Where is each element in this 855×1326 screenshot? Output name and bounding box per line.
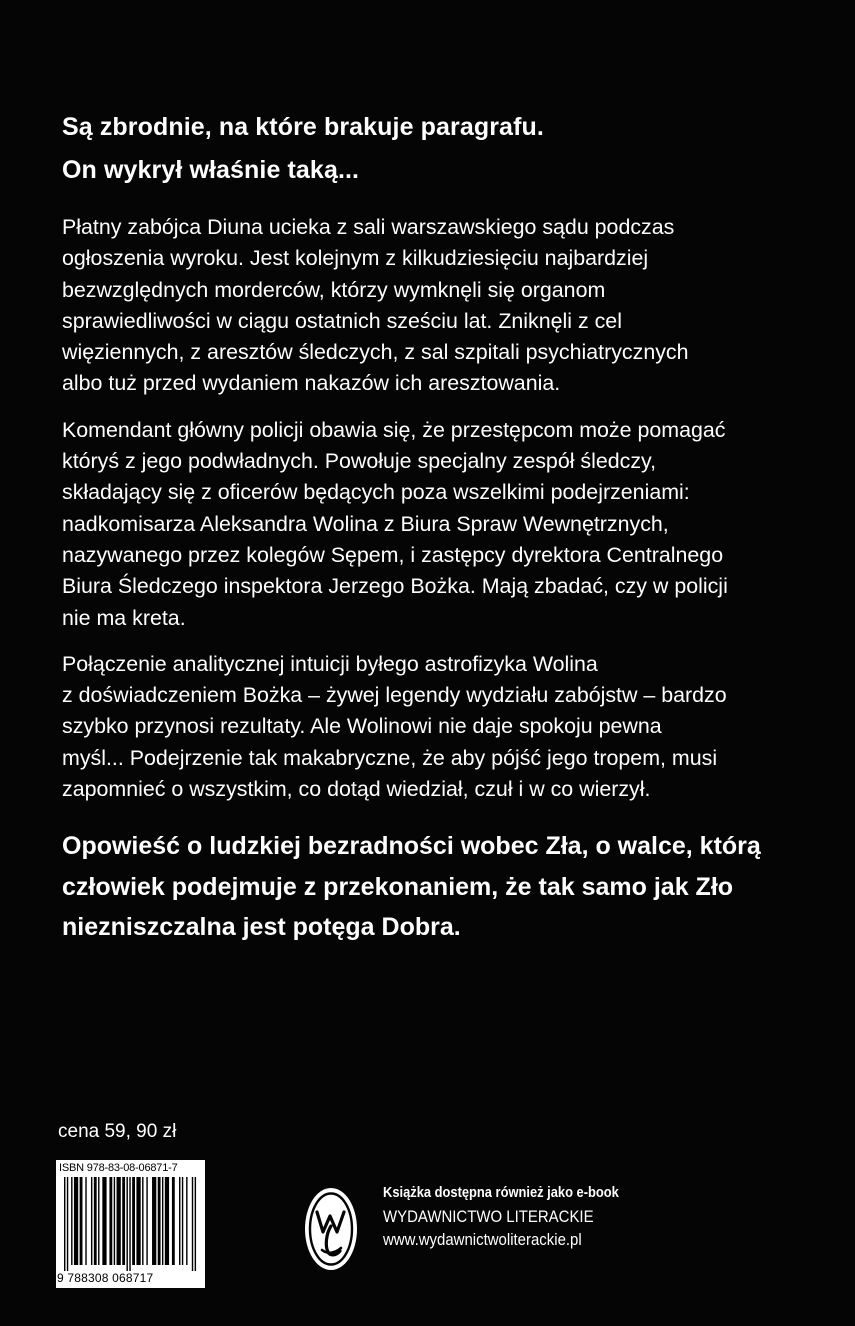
- headline-line-1: Są zbrodnie, na które brakuje paragrafu.: [62, 113, 544, 141]
- blurb-line: myśl... Podejrzenie tak makabryczne, że aby pójść jego tropem, musi: [62, 745, 718, 770]
- blurb-line: bezwzględnych morderców, którzy wymknęli się organom: [62, 277, 606, 302]
- blurb-line: Biura Śledczego inspektora Jerzego Bożka. Mają zbadać, czy w policji: [62, 574, 728, 599]
- headline-line-2: On wykrył właśnie taką...: [62, 156, 360, 184]
- blurb-paragraph-2: [62, 415, 842, 634]
- blurb-paragraph-1: [62, 212, 842, 400]
- blurb-line: nazywanego przez kolegów Sępem, i zastępcy dyrektora Centralnego: [62, 542, 724, 567]
- price-label: cena 59, 90 zł: [58, 1121, 177, 1142]
- closing-line: człowiek podejmuje z przekonaniem, że tak samo jak Zło: [62, 872, 734, 901]
- barcode-bars-icon: [64, 1177, 198, 1271]
- blurb-line: z doświadczeniem Bożka – żywej legendy wydziału zabójstw – bardzo: [62, 683, 727, 708]
- closing-statement: [62, 826, 842, 948]
- wl-monogram-icon: [303, 1186, 359, 1272]
- blurb-line: sprawiedliwości w ciągu ostatnich sześciu lat. Zniknęli z cel: [62, 308, 622, 333]
- publisher-url: www.wydawnictwoliterackie.pl: [383, 1230, 582, 1249]
- closing-line: Opowieść o ludzkiej bezradności wobec Zła, o walce, którą: [62, 832, 761, 860]
- blurb-line: Komendant główny policji obawia się, że przestępcom może pomagać: [62, 417, 726, 442]
- blurb-line: nie ma kreta.: [62, 605, 186, 630]
- closing-line: niezniszczalna jest potęga Dobra.: [62, 913, 461, 941]
- blurb-body: [62, 212, 842, 820]
- blurb-line: Płatny zabójca Diuna ucieka z sali warszawskiego sądu podczas: [62, 215, 675, 239]
- blurb-paragraph-3: [62, 649, 842, 805]
- blurb-line: któryś z jego podwładnych. Powołuje specjalny zespół śledczy,: [62, 449, 657, 474]
- ebook-availability-note: Książka dostępna również jako e-book: [383, 1184, 619, 1201]
- blurb-line: nadkomisarza Aleksandra Wolina z Biura Spraw Wewnętrznych,: [62, 511, 669, 536]
- blurb-line: Połączenie analitycznej intuicji byłego astrofizyka Wolina: [62, 651, 598, 676]
- blurb-line: ogłoszenia wyroku. Jest kolejnym z kilkudziesięciu najbardziej: [62, 246, 649, 271]
- isbn-label: ISBN 978-83-08-06871-7: [59, 1162, 178, 1174]
- blurb-line: albo tuż przed wydaniem nakazów ich aresztowania.: [62, 371, 561, 396]
- barcode-digits: 9 788308 068717: [57, 1271, 154, 1285]
- publisher-name: WYDAWNICTWO LITERACKIE: [383, 1207, 594, 1226]
- blurb-line: składający się z oficerów będących poza wszelkimi podejrzeniami:: [62, 480, 690, 505]
- blurb-line: szybko przynosi rezultaty. Ale Wolinowi nie daje spokoju pewna: [62, 714, 662, 739]
- blurb-line: zapomnieć o wszystkim, co dotąd wiedział, czuł i w co wierzył.: [62, 777, 651, 802]
- isbn-barcode: [56, 1160, 205, 1288]
- publisher-info: [383, 1184, 657, 1250]
- blurb-line: więziennych, z aresztów śledczych, z sal szpitali psychiatrycznych: [62, 340, 689, 365]
